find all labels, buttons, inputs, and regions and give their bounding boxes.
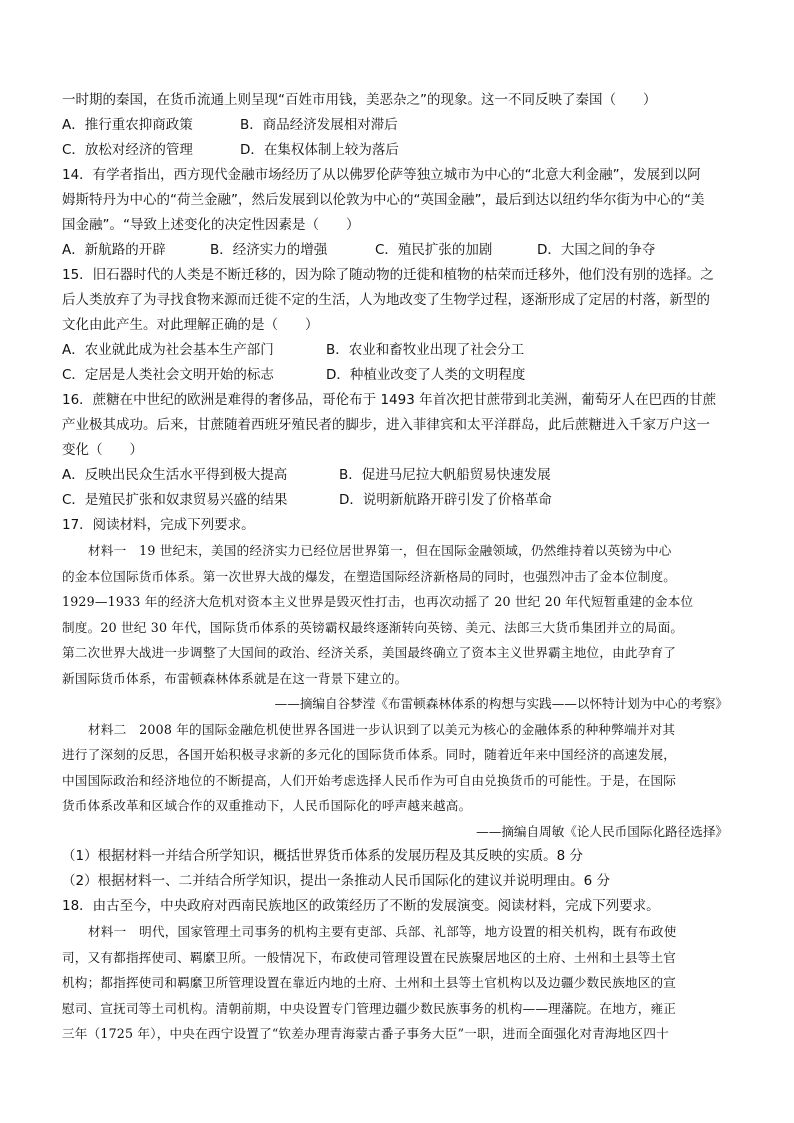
q17-material2-line2: 进行了深刻的反思，各国开始积极寻求新的多元化的国际货币体系。同时，随着近年来中国经济的高速发展， — [62, 747, 677, 762]
q13-options-row1 — [62, 113, 732, 138]
q18-material1-line3: 机构；都指挥使司和羁縻卫所管理设置在靠近内地的土府、土州和土县等土官机构以及边疆少数民族地区的宣 — [62, 975, 677, 990]
q17-material1-line6: 新国际货币体系，布雷顿森林体系就是在这一背景下建立的。 — [62, 670, 408, 686]
q16-stem-line3: 变化（ ） — [62, 442, 143, 458]
q16-option-b[interactable]: B．促进马尼拉大帆船贸易快速发展 — [339, 467, 551, 483]
q17-stem: 17．阅读材料，完成下列要求。 — [62, 517, 255, 533]
q18-material1-line4: 慰司、宣抚司等土司机构。清朝前期，中央设置专门管理边疆少数民族事务的机构——理藩院。在地方，雍正 — [62, 1000, 677, 1016]
q14-option-c[interactable]: C．殖民扩张的加剧 — [375, 242, 493, 258]
q14-stem-line2: 姆斯特丹为中心的“荷兰金融”，然后发展到以伦敦为中心的“英国金融”，最后到达以纽约华尔街为中心的“美 — [62, 192, 705, 208]
q17-material2-line3: 中国国际政治和经济地位的不断提高，人们开始考虑选择人民币作为可自由兑换货币的可能性。于是，在国际 — [62, 772, 677, 788]
q16-stem-line2: 产业极其成功。后来，甘蔗随着西班牙殖民者的脚步，进入菲律宾和太平洋群岛，此后蔗糖进入千家万户这一 — [62, 417, 710, 433]
q17-material1-line5: 第二次世界大战进一步调整了大国间的政治、经济关系，美国最终确立了资本主义世界霸主地位，由此孕育了 — [62, 645, 677, 660]
q14-stem-line1: 14．有学者指出，西方现代金融市场经历了从以佛罗伦萨等独立城市为中心的“北意大利金融”，发展到以阿 — [62, 167, 701, 183]
q17-subquestion1: （1）根据材料一并结合所学知识，概括世界货币体系的发展历程及其反映的实质。8 分 — [62, 848, 583, 864]
q15-option-d[interactable]: D．种植业改变了人类的文明程度 — [326, 367, 526, 383]
q15-stem-line1: 15．旧石器时代的人类是不断迁移的，因为除了随动物的迁徙和植物的枯荣而迁移外，他们没有别的选择。之 — [62, 267, 714, 283]
q16-options-row1 — [62, 463, 732, 488]
q15-options-row1 — [62, 338, 732, 363]
q15-option-b[interactable]: B．农业和畜牧业出现了社会分工 — [326, 342, 525, 358]
q17-material1-line4: 制度。20 世纪 30 年代，国际货币体系的英镑霸权最终逐渐转向英镑、美元、法郎三大货币集团并立的局面。 — [62, 619, 684, 635]
q14-stem-line3: 国金融”。“导致上述变化的决定性因素是（ ） — [62, 217, 360, 233]
q16-option-d[interactable]: D．说明新航路开辟引发了价格革命 — [339, 492, 552, 508]
q14-options — [62, 238, 732, 263]
q18-material1-line2: 司，又有都指挥使司、羁縻卫所。一般情况下，布政使司管理设置在民族聚居地区的土府、土州和土县等土官 — [62, 949, 677, 965]
q14-option-a[interactable]: A．新航路的开辟 — [62, 242, 166, 258]
q14-option-d[interactable]: D．大国之间的争夺 — [537, 242, 656, 258]
q18-material1-line1: 材料一 明代，国家管理土司事务的机构主要有吏部、兵部、礼部等，地方设置的相关机构，既有布政使 — [88, 924, 677, 939]
q13-option-d[interactable]: D．在集权体制上较为落后 — [240, 142, 399, 158]
q13-option-b[interactable]: B．商品经济发展相对滞后 — [240, 117, 398, 133]
q17-material1-line3: 1929—1933 年的经济大危机对资本主义世界是毁灭性打击，也再次动摇了 20 世纪 20 年代短暂重建的金本位 — [62, 594, 694, 609]
q18-material1-line5: 三年（1725 年），中央在西宁设置了“钦差办理青海蒙古番子事务大臣”一职，进而全面强化对青海地区四十 — [62, 1026, 669, 1041]
q15-option-a[interactable]: A．农业就此成为社会基本生产部门 — [62, 342, 274, 358]
q17-material1-source: ——摘编自谷梦滢《布雷顿森林体系的构想与实践——以怀特计划为中心的考察》 — [274, 696, 728, 711]
q17-material1-line1: 材料一 19 世纪末，美国的经济实力已经位居世界第一，但在国际金融领域，仍然维持着以英镑为中心 — [88, 543, 672, 558]
q18-stem: 18．由古至今，中央政府对西南民族地区的政策经历了不断的发展演变。阅读材料，完成下列要求。 — [62, 898, 660, 914]
q17-material2-line4: 货币体系改革和区域合作的双重推动下，人民币国际化的呼声越来越高。 — [62, 798, 472, 813]
q13-option-a[interactable]: A．推行重农抑商政策 — [62, 117, 193, 133]
q16-stem-line1: 16．蔗糖在中世纪的欧洲是难得的奢侈品，哥伦布于 1493 年首次把甘蔗带到北美洲，葡萄牙人在巴西的甘蔗 — [62, 392, 717, 408]
q17-subquestion2: （2）根据材料一、二并结合所学知识，提出一条推动人民币国际化的建议并说明理由。6 分 — [62, 873, 610, 889]
q15-option-c[interactable]: C．定居是人类社会文明开始的标志 — [62, 367, 274, 383]
q16-options-row2 — [62, 488, 732, 513]
q15-stem-line3: 文化由此产生。对此理解正确的是（ ） — [62, 317, 319, 333]
q15-options-row2 — [62, 363, 732, 388]
q13-option-c[interactable]: C．放松对经济的管理 — [62, 142, 193, 158]
q13-options-row2 — [62, 138, 732, 163]
q17-material2-source: ——摘编自周敏《论人民币国际化路径选择》 — [476, 823, 728, 839]
q14-option-b[interactable]: B．经济实力的增强 — [210, 242, 328, 258]
q16-option-c[interactable]: C．是殖民扩张和奴隶贸易兴盛的结果 — [62, 492, 288, 508]
q15-stem-line2: 后人类放弃了为寻找食物来源而迁徙不定的生活，人为地改变了生物学过程，逐渐形成了定居的村落，新型的 — [62, 292, 710, 308]
q16-option-a[interactable]: A．反映出民众生活水平得到极大提高 — [62, 467, 288, 483]
q13-stem: 一时期的秦国，在货币流通上则呈现“百姓市用钱，美恶杂之”的现象。这一不同反映了秦国（ ） — [62, 92, 657, 108]
exam-page — [62, 88, 732, 1047]
q17-material2-line1: 材料二 2008 年的国际金融危机使世界各国进一步认识到了以美元为核心的金融体系的种种弊端并对其 — [88, 721, 676, 737]
q17-material1-line2: 的金本位国际货币体系。第一次世界大战的爆发，在塑造国际经济新格局的同时，也强烈冲击了金本位制度。 — [62, 568, 677, 584]
